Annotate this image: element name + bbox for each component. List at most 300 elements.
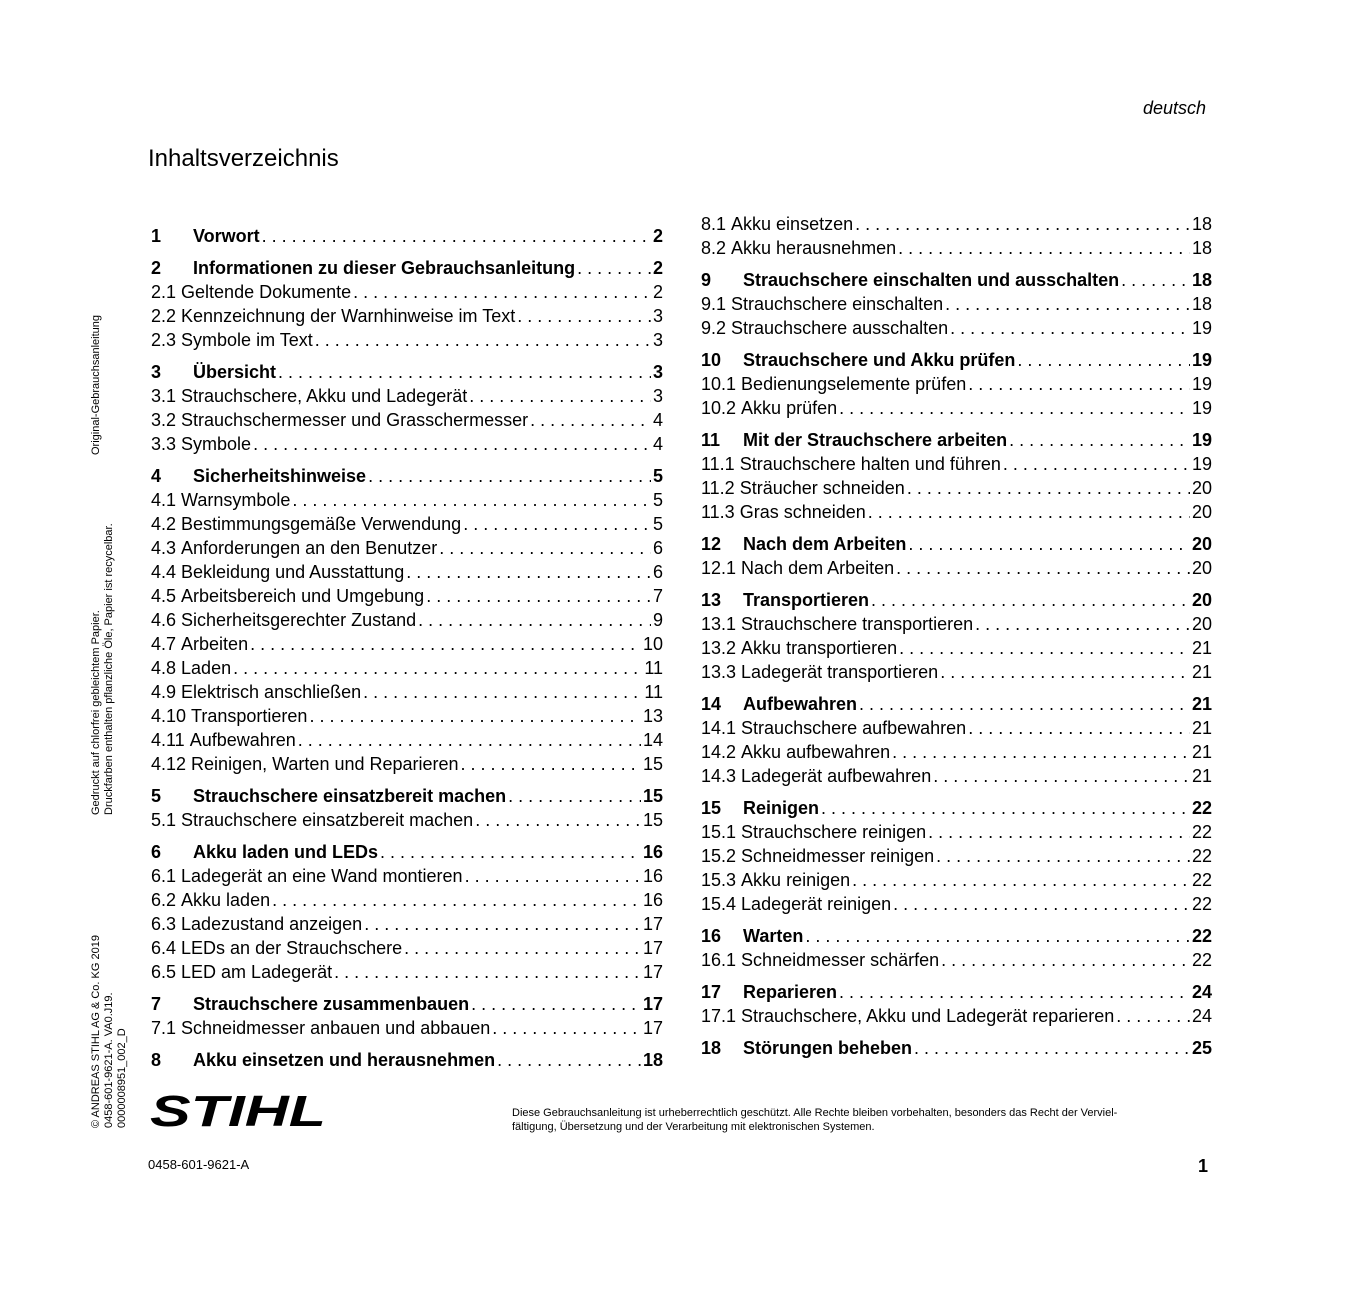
toc-entry-number: 18: [701, 1038, 722, 1058]
toc-chapter-entry[interactable]: [701, 980, 1212, 1004]
toc-entry-title: Strauchschere ausschalten: [731, 318, 949, 338]
toc-dot-leader: [871, 588, 1190, 612]
toc-entry-page: 21: [1191, 766, 1212, 786]
toc-entry-number: 4.7: [151, 634, 177, 654]
toc-entry-number: 5: [151, 786, 162, 806]
toc-entry-number: 16.1: [701, 950, 737, 970]
toc-dot-leader: [928, 820, 1190, 844]
toc-entry-page: 22: [1191, 950, 1212, 970]
toc-entry-page: 18: [1191, 214, 1212, 234]
toc-entry-title: Ladezustand anzeigen: [181, 914, 363, 934]
toc-dot-leader: [855, 212, 1190, 236]
toc-entry-number: 2.3: [151, 330, 177, 350]
toc-entry-page: 4: [652, 410, 663, 430]
toc-dot-leader: [465, 864, 641, 888]
toc-chapter-group: [701, 980, 1212, 1028]
toc-entry-page: 24: [1191, 1006, 1212, 1026]
toc-entry-title: Vorwort: [193, 226, 260, 246]
toc-entry-title: Nach dem Arbeiten: [741, 558, 895, 578]
toc-entry-page: 19: [1191, 454, 1212, 474]
toc-entry-number: 14.1: [701, 718, 737, 738]
toc-entry-number: 17: [701, 982, 722, 1002]
toc-dot-leader: [893, 892, 1190, 916]
toc-dot-leader: [839, 980, 1190, 1004]
toc-dot-leader: [497, 1048, 641, 1072]
toc-entry-page: 3: [652, 386, 663, 406]
toc-section-entry[interactable]: [701, 716, 1212, 740]
toc-entry-title: Strauchschere einsatzbereit machen: [193, 786, 507, 806]
toc-entry-title: Ladegerät aufbewahren: [741, 766, 932, 786]
toc-entry-page: 20: [1191, 478, 1212, 498]
toc-chapter-entry[interactable]: [701, 588, 1212, 612]
toc-entry-page: 3: [652, 362, 663, 382]
toc-entry-title: Übersicht: [193, 362, 277, 382]
toc-entry-number: 4.11: [151, 730, 185, 750]
toc-dot-leader: [945, 292, 1190, 316]
toc-entry-number: 4.5: [151, 586, 177, 606]
toc-entry-number: 13.1: [701, 614, 737, 634]
toc-section-entry[interactable]: [701, 892, 1212, 916]
toc-entry-title: Akku prüfen: [741, 398, 838, 418]
toc-entry-page: 21: [1191, 662, 1212, 682]
toc-dot-leader: [859, 692, 1190, 716]
toc-entry-number: 13: [701, 590, 722, 610]
toc-dot-leader: [908, 532, 1190, 556]
toc-entry-page: 22: [1191, 846, 1212, 866]
toc-entry-page: 17: [642, 914, 663, 934]
toc-entry-page: 21: [1191, 638, 1212, 658]
toc-entry-page: 20: [1191, 558, 1212, 578]
toc-entry-number: 6.2: [151, 890, 177, 910]
toc-dot-leader: [968, 372, 1190, 396]
toc-dot-leader: [898, 236, 1190, 260]
toc-dot-leader: [262, 224, 651, 248]
toc-dot-leader: [1017, 348, 1190, 372]
toc-entry-number: 4.6: [151, 610, 177, 630]
toc-entry-page: 5: [652, 514, 663, 534]
toc-entry-page: 21: [1191, 742, 1212, 762]
toc-chapter-entry[interactable]: [151, 224, 663, 248]
toc-dot-leader: [353, 280, 651, 304]
toc-entry-number: 4.12: [151, 754, 187, 774]
toc-entry-title: Ladegerät transportieren: [741, 662, 939, 682]
toc-dot-leader: [272, 888, 641, 912]
toc-section-entry[interactable]: [701, 948, 1212, 972]
page-title: Inhaltsverzeichnis: [148, 145, 339, 172]
toc-chapter-entry[interactable]: [701, 532, 1212, 556]
toc-entry-number: 4.3: [151, 538, 177, 558]
toc-entry-number: 12.1: [701, 558, 737, 578]
toc-entry-page: 22: [1191, 822, 1212, 842]
side-paper-line-2: Druckfarben enthalten pflanzliche Öle, Papier ist recycelbar.: [103, 523, 115, 815]
toc-entry-page: 16: [642, 842, 663, 862]
toc-entry-number: 12: [701, 534, 722, 554]
toc-entry-page: 17: [642, 962, 663, 982]
toc-entry-page: 3: [652, 330, 663, 350]
toc-section-entry[interactable]: [701, 1004, 1212, 1028]
toc-entry-number: 4.1: [151, 490, 177, 510]
toc-chapter-group: [701, 588, 1212, 684]
stihl-logo: [148, 1088, 328, 1132]
toc-chapter-entry[interactable]: [701, 796, 1212, 820]
toc-entry-number: 4.10: [151, 706, 187, 726]
toc-entry-title: Akku einsetzen und herausnehmen: [193, 1050, 496, 1070]
toc-dot-leader: [368, 464, 651, 488]
toc-entry-title: LED am Ladegerät: [181, 962, 333, 982]
toc-entry-title: Strauchschere zusammenbauen: [193, 994, 470, 1014]
toc-entry-number: 4.8: [151, 658, 177, 678]
toc-entry-title: Strauchschermesser und Grasschermesser: [181, 410, 529, 430]
toc-section-entry[interactable]: [701, 740, 1212, 764]
toc-entry-page: 10: [642, 634, 663, 654]
toc-entry-number: 7.1: [151, 1018, 177, 1038]
toc-entry-page: 19: [1191, 318, 1212, 338]
toc-entry-number: 9.1: [701, 294, 727, 314]
toc-entry-title: Transportieren: [191, 706, 308, 726]
toc-entry-number: 9: [701, 270, 712, 290]
toc-section-entry[interactable]: [701, 636, 1212, 660]
toc-entry-title: Nach dem Arbeiten: [743, 534, 907, 554]
toc-entry-page: 17: [642, 994, 663, 1014]
toc-chapter-group: [701, 212, 1212, 260]
toc-entry-page: 19: [1191, 350, 1212, 370]
toc-entry-title: Strauchschere einsatzbereit machen: [181, 810, 474, 830]
side-original-label: Original-Gebrauchsanleitung: [90, 314, 102, 455]
toc-entry-page: 19: [1191, 430, 1212, 450]
toc-entry-number: 14.2: [701, 742, 737, 762]
toc-section-entry[interactable]: [701, 476, 1212, 500]
toc-section-entry[interactable]: [701, 556, 1212, 580]
toc-entry-number: 15: [701, 798, 722, 818]
toc-entry-number: 6.3: [151, 914, 177, 934]
toc-entry-title: Geltende Dokumente: [181, 282, 352, 302]
toc-entry-number: 10: [701, 350, 722, 370]
toc-entry-number: 2: [151, 258, 162, 278]
toc-dot-leader: [941, 948, 1190, 972]
toc-entry-page: 15: [642, 810, 663, 830]
toc-section-entry[interactable]: [701, 660, 1212, 684]
language-label: deutsch: [1142, 98, 1206, 118]
toc-entry-title: Strauchschere einschalten und ausschalten: [743, 270, 1120, 290]
toc-entry-number: 16: [701, 926, 722, 946]
toc-entry-title: Ladegerät reinigen: [741, 894, 892, 914]
toc-chapter-entry[interactable]: [701, 924, 1212, 948]
toc-dot-leader: [1009, 428, 1190, 452]
toc-entry-title: Störungen beheben: [743, 1038, 913, 1058]
toc-dot-leader: [471, 992, 641, 1016]
toc-entry-page: 22: [1191, 894, 1212, 914]
toc-entry-page: 22: [1191, 926, 1212, 946]
toc-dot-leader: [892, 740, 1190, 764]
toc-entry-title: Akku reinigen: [741, 870, 851, 890]
toc-entry-number: 2.2: [151, 306, 177, 326]
toc-entry-title: Akku laden und LEDs: [193, 842, 379, 862]
toc-entry-number: 9.2: [701, 318, 727, 338]
toc-entry-title: Bedienungselemente prüfen: [741, 374, 967, 394]
toc-entry-page: 21: [1191, 694, 1212, 714]
toc-entry-title: Gras schneiden: [739, 502, 866, 522]
toc-entry-title: Bestimmungsgemäße Verwendung: [181, 514, 462, 534]
toc-entry-page: 17: [642, 1018, 663, 1038]
toc-entry-title: Akku laden: [181, 890, 271, 910]
toc-entry-title: Ladegerät an eine Wand montieren: [181, 866, 463, 886]
toc-dot-leader: [899, 636, 1190, 660]
toc-entry-title: Akku transportieren: [741, 638, 898, 658]
toc-entry-title: Strauchschere und Akku prüfen: [743, 350, 1016, 370]
toc-dot-leader: [907, 476, 1190, 500]
toc-entry-title: Akku einsetzen: [731, 214, 854, 234]
toc-entry-number: 3.1: [151, 386, 177, 406]
toc-entry-number: 11.1: [701, 454, 735, 474]
toc-section-entry[interactable]: [151, 864, 663, 888]
toc-entry-page: 16: [642, 890, 663, 910]
toc-entry-page: 2: [652, 282, 663, 302]
toc-section-entry[interactable]: [151, 280, 663, 304]
toc-entry-number: 1: [151, 226, 162, 246]
toc-entry-number: 7: [151, 994, 162, 1014]
toc-entry-title: Informationen zu dieser Gebrauchsanleitung: [193, 258, 576, 278]
toc-entry-number: 4.9: [151, 682, 177, 702]
toc-entry-title: Transportieren: [743, 590, 870, 610]
toc-dot-leader: [968, 716, 1190, 740]
toc-dot-leader: [940, 660, 1190, 684]
toc-entry-number: 5.1: [151, 810, 177, 830]
toc-entry-title: Strauchschere, Akku und Ladegerät: [181, 386, 468, 406]
toc-dot-leader: [852, 868, 1190, 892]
toc-entry-title: Sicherheitshinweise: [193, 466, 367, 486]
toc-entry-title: Elektrisch anschließen: [181, 682, 362, 702]
side-copyright-line-2: 0458-601-9621-A. VA0.J19.: [103, 992, 115, 1128]
toc-chapter-entry[interactable]: [701, 1036, 1212, 1060]
toc-entry-number: 15.1: [701, 822, 737, 842]
toc-dot-leader: [1116, 1004, 1190, 1028]
toc-entry-title: Strauchschere reinigen: [741, 822, 927, 842]
toc-entry-number: 14.3: [701, 766, 737, 786]
toc-entry-number: 11.2: [701, 478, 735, 498]
toc-entry-title: Strauchschere aufbewahren: [741, 718, 967, 738]
toc-entry-number: 3.2: [151, 410, 177, 430]
toc-section-entry[interactable]: [701, 764, 1212, 788]
side-copyright-line-3: 0000008951_002_D: [116, 1028, 128, 1128]
toc-entry-page: 18: [1191, 238, 1212, 258]
toc-section-entry[interactable]: [701, 452, 1212, 476]
toc-entry-page: 25: [1191, 1038, 1212, 1058]
toc-entry-number: 6.1: [151, 866, 177, 886]
toc-entry-title: Strauchschere einschalten: [731, 294, 944, 314]
toc-entry-page: 24: [1191, 982, 1212, 1002]
page-number: 1: [1197, 1156, 1208, 1176]
toc-section-entry[interactable]: [701, 236, 1212, 260]
toc-entry-number: 6.4: [151, 938, 177, 958]
toc-chapter-entry[interactable]: [151, 464, 663, 488]
toc-entry-page: 22: [1191, 870, 1212, 890]
toc-dot-leader: [950, 316, 1190, 340]
toc-chapter-group: [701, 692, 1212, 788]
toc-entry-page: 3: [652, 306, 663, 326]
toc-entry-title: Strauchschere transportieren: [741, 614, 974, 634]
side-paper-line-1: Gedruckt auf chlorfrei gebleichtem Papier.: [90, 610, 102, 815]
toc-dot-leader: [492, 1016, 641, 1040]
toc-entry-title: Strauchschere, Akku und Ladegerät reparieren: [741, 1006, 1115, 1026]
toc-entry-title: Sträucher schneiden: [739, 478, 905, 498]
toc-entry-page: 20: [1191, 502, 1212, 522]
toc-chapter-group: [701, 532, 1212, 580]
toc-entry-page: 6: [652, 538, 663, 558]
toc-section-entry[interactable]: [151, 912, 663, 936]
toc-entry-page: 2: [652, 226, 663, 246]
toc-entry-title: Strauchschere halten und führen: [739, 454, 1001, 474]
toc-dot-leader: [805, 924, 1190, 948]
toc-entry-title: Bekleidung und Ausstattung: [181, 562, 405, 582]
toc-entry-number: 15.2: [701, 846, 737, 866]
toc-entry-title: Laden: [181, 658, 232, 678]
toc-entry-title: Schneidmesser anbauen und abbauen: [181, 1018, 491, 1038]
toc-chapter-entry[interactable]: [151, 840, 663, 864]
toc-entry-page: 15: [642, 754, 663, 774]
toc-dot-leader: [380, 840, 641, 864]
toc-dot-leader: [936, 844, 1190, 868]
toc-entry-title: Schneidmesser schärfen: [741, 950, 940, 970]
toc-section-entry[interactable]: [701, 612, 1212, 636]
toc-chapter-group: [151, 224, 663, 248]
toc-entry-page: 17: [642, 938, 663, 958]
toc-entry-page: 18: [642, 1050, 663, 1070]
toc-entry-page: 18: [1191, 270, 1212, 290]
toc-entry-page: 20: [1191, 614, 1212, 634]
toc-entry-title: Akku herausnehmen: [731, 238, 897, 258]
toc-entry-title: Akku aufbewahren: [741, 742, 891, 762]
toc-dot-leader: [1121, 268, 1190, 292]
toc-chapter-entry[interactable]: [151, 256, 663, 280]
toc-entry-number: 3.3: [151, 434, 177, 454]
toc-chapter-entry[interactable]: [701, 268, 1212, 292]
toc-entry-page: 20: [1191, 590, 1212, 610]
toc-entry-title: Warten: [743, 926, 804, 946]
toc-entry-number: 11: [701, 430, 721, 450]
toc-chapter-group: [701, 924, 1212, 972]
toc-entry-title: Reinigen: [743, 798, 820, 818]
toc-dot-leader: [975, 612, 1190, 636]
toc-section-entry[interactable]: [701, 844, 1212, 868]
toc-dot-leader: [821, 796, 1190, 820]
toc-chapter-group: [701, 1036, 1212, 1060]
toc-entry-page: 5: [652, 466, 663, 486]
toc-entry-number: 10.2: [701, 398, 737, 418]
stihl-logo-text: STIHL: [150, 1088, 326, 1132]
toc-entry-title: Symbole: [181, 434, 252, 454]
toc-section-entry[interactable]: [701, 868, 1212, 892]
toc-entry-number: 4.2: [151, 514, 177, 534]
toc-entry-page: 19: [1191, 374, 1212, 394]
copyright-note-line-1: Diese Gebrauchsanleitung ist urheberrechtlich geschützt. Alle Rechte bleiben vorbehalten, besonders das Recht der Verviel-: [512, 1107, 1118, 1119]
toc-entry-title: Arbeitsbereich und Umgebung: [181, 586, 425, 606]
copyright-note: [512, 1106, 1212, 1134]
toc-section-entry[interactable]: [701, 292, 1212, 316]
toc-section-entry[interactable]: [151, 488, 663, 512]
toc-entry-page: 20: [1191, 534, 1212, 554]
toc-entry-number: 6: [151, 842, 162, 862]
toc-entry-page: 22: [1191, 798, 1212, 818]
toc-dot-leader: [292, 488, 651, 512]
toc-entry-title: Arbeiten: [181, 634, 249, 654]
toc-entry-page: 6: [652, 562, 663, 582]
toc-entry-title: Symbole im Text: [181, 330, 313, 350]
toc-entry-number: 15.4: [701, 894, 737, 914]
toc-entry-page: 16: [642, 866, 663, 886]
toc-entry-page: 13: [642, 706, 663, 726]
toc-entry-number: 6.5: [151, 962, 177, 982]
toc-entry-page: 11: [644, 682, 663, 702]
toc-entry-number: 17.1: [701, 1006, 737, 1026]
toc-section-entry[interactable]: [151, 888, 663, 912]
toc-entry-title: Aufbewahren: [743, 694, 858, 714]
toc-dot-leader: [914, 1036, 1190, 1060]
toc-entry-page: 5: [652, 490, 663, 510]
toc-entry-number: 10.1: [701, 374, 737, 394]
toc-dot-leader: [1003, 452, 1190, 476]
toc-dot-leader: [577, 256, 651, 280]
toc-entry-page: 18: [1191, 294, 1212, 314]
toc-entry-page: 9: [652, 610, 663, 630]
side-copyright-line-1: © ANDREAS STIHL AG & Co. KG 2019: [90, 935, 102, 1128]
toc-entry-page: 14: [642, 730, 663, 750]
toc-entry-number: 13.2: [701, 638, 737, 658]
toc-entry-page: 4: [652, 434, 663, 454]
toc-entry-title: Mit der Strauchschere arbeiten: [743, 430, 1008, 450]
toc-entry-number: 8.2: [701, 238, 727, 258]
copyright-note-line-2: fältigung, Übersetzung und der Verarbeitung mit elektronischen Systemen.: [512, 1121, 875, 1133]
toc-entry-number: 2.1: [151, 282, 177, 302]
toc-entry-page: 19: [1191, 398, 1212, 418]
toc-entry-title: Reinigen, Warten und Reparieren: [191, 754, 459, 774]
toc-section-entry[interactable]: [701, 500, 1212, 524]
toc-entry-number: 14: [701, 694, 722, 714]
document-number: 0458-601-9621-A: [148, 1157, 250, 1172]
toc-entry-number: 15.3: [701, 870, 737, 890]
side-text-original: [90, 315, 935, 455]
toc-dot-leader: [334, 960, 641, 984]
toc-entry-title: Sicherheitsgerechter Zustand: [181, 610, 417, 630]
toc-entry-page: 15: [642, 786, 663, 806]
toc-entry-number: 3: [151, 362, 162, 382]
toc-entry-number: 4.4: [151, 562, 177, 582]
toc-entry-title: Warnsymbole: [181, 490, 291, 510]
toc-entry-page: 2: [652, 258, 663, 278]
toc-dot-leader: [933, 764, 1190, 788]
side-text-paper: [90, 523, 575, 815]
toc-entry-title: LEDs an der Strauchschere: [181, 938, 403, 958]
toc-chapter-entry[interactable]: [701, 692, 1212, 716]
toc-entry-number: 13.3: [701, 662, 737, 682]
toc-dot-leader: [404, 936, 641, 960]
toc-entry-number: 8.1: [701, 214, 727, 234]
toc-entry-title: Schneidmesser reinigen: [741, 846, 935, 866]
toc-entry-title: Anforderungen an den Benutzer: [181, 538, 438, 558]
toc-entry-page: 21: [1191, 718, 1212, 738]
toc-entry-number: 11.3: [701, 502, 735, 522]
toc-entry-page: 7: [652, 586, 663, 606]
toc-chapter-group: [701, 796, 1212, 916]
toc-entry-title: Aufbewahren: [189, 730, 296, 750]
toc-section-entry[interactable]: [701, 820, 1212, 844]
toc-dot-leader: [364, 912, 641, 936]
toc-entry-number: 8: [151, 1050, 162, 1070]
toc-section-entry[interactable]: [701, 212, 1212, 236]
toc-entry-title: Kennzeichnung der Warnhinweise im Text: [181, 306, 516, 326]
toc-dot-leader: [868, 500, 1190, 524]
toc-dot-leader: [896, 556, 1190, 580]
toc-entry-title: Reparieren: [743, 982, 838, 1002]
